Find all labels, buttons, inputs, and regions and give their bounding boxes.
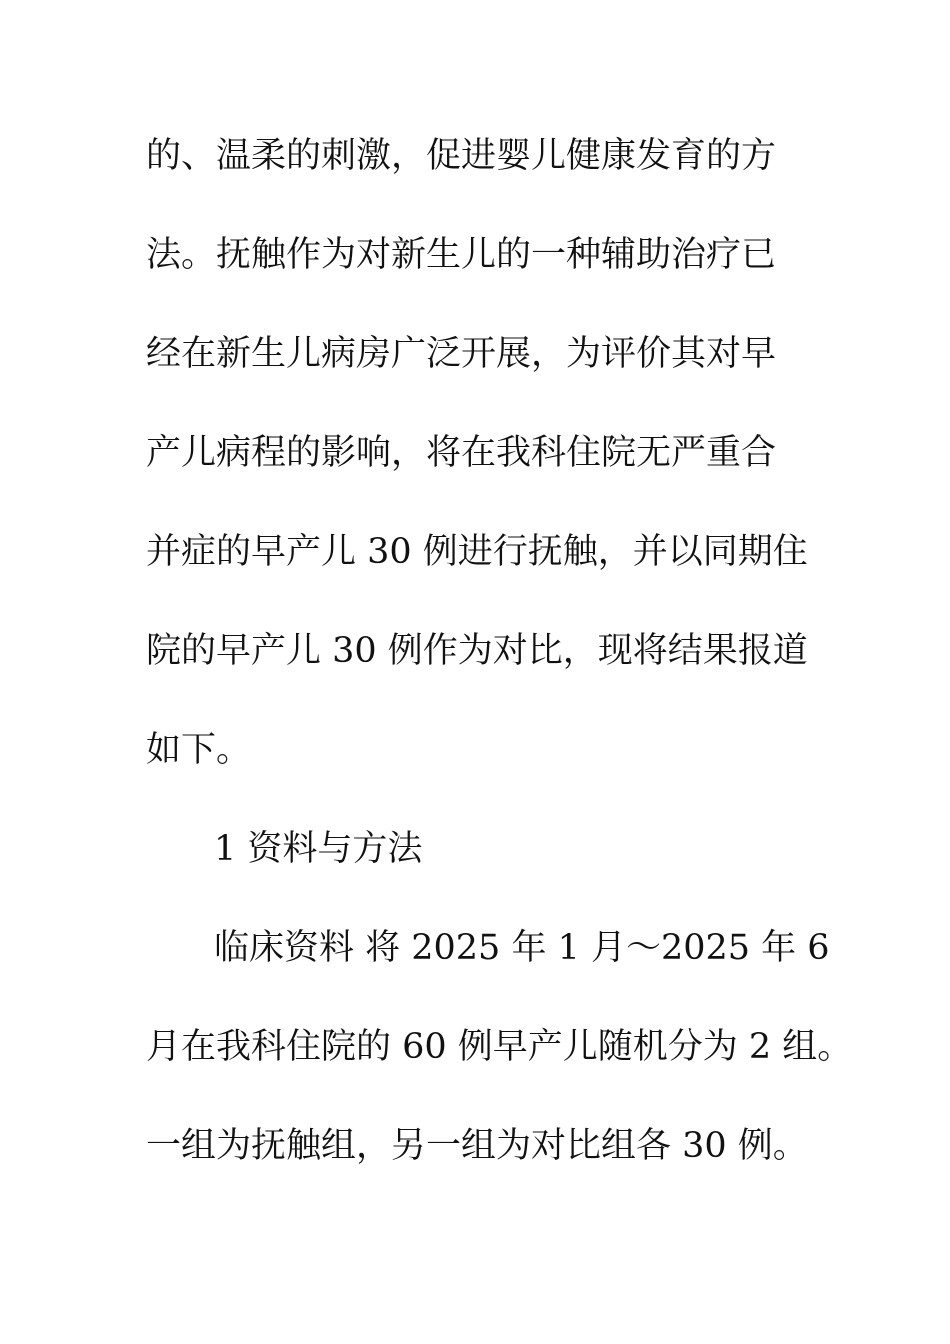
paragraph2-line-1: 临床资料 将 2025 年 1 月～2025 年 6: [214, 928, 830, 968]
paragraph-line-2: 法。抚触作为对新生儿的一种辅助治疗已: [146, 235, 777, 275]
paragraph2-line-3: 一组为抚触组，另一组为对比组各 30 例。: [146, 1126, 808, 1166]
paragraph-line-7: 如下。: [146, 730, 252, 770]
paragraph-line-1: 的、温柔的刺激，促进婴儿健康发育的方: [146, 136, 777, 176]
section-heading: 1 资料与方法: [214, 829, 423, 869]
paragraph-line-3: 经在新生儿病房广泛开展，为评价其对早: [146, 334, 777, 374]
paragraph-line-4: 产儿病程的影响，将在我科住院无严重合: [146, 433, 777, 473]
paragraph-line-5: 并症的早产儿 30 例进行抚触，并以同期住: [146, 532, 808, 572]
paragraph2-line-2: 月在我科住院的 60 例早产儿随机分为 2 组。: [146, 1027, 853, 1067]
paragraph-line-6: 院的早产儿 30 例作为对比，现将结果报道: [146, 631, 808, 671]
